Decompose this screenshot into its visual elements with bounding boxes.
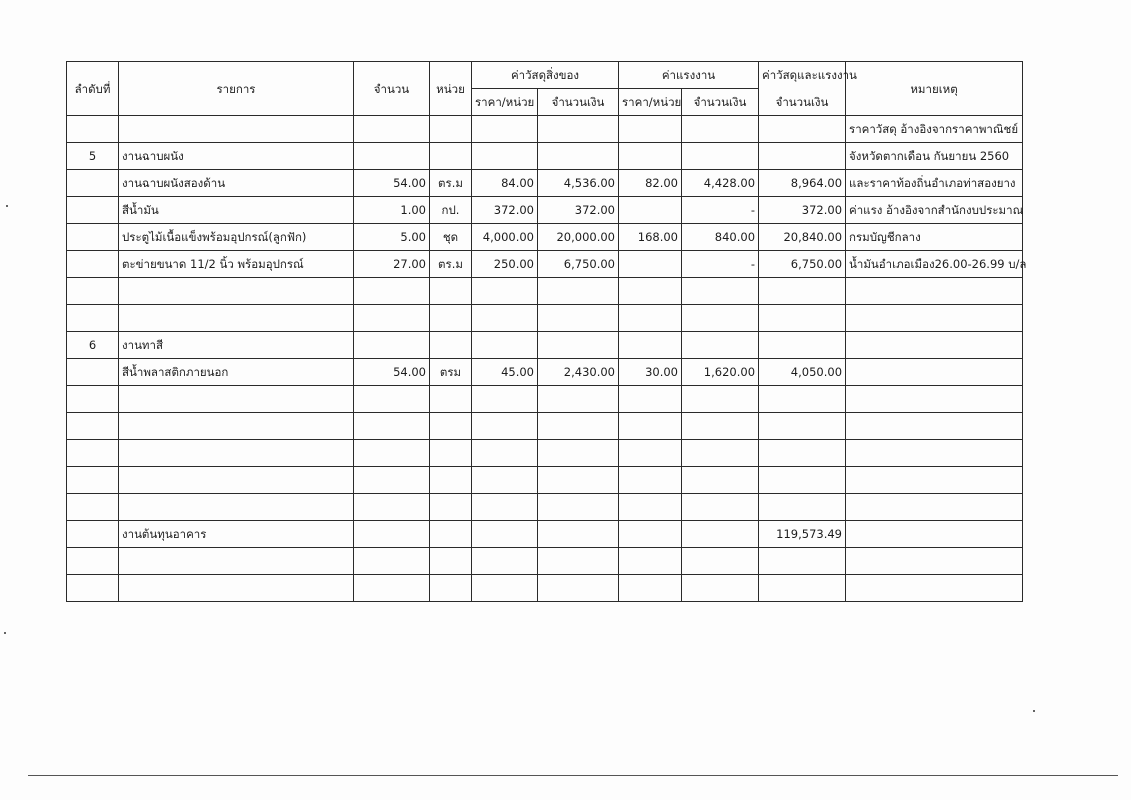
cell-labor-amount: 4,428.00 xyxy=(682,170,759,197)
cell-unit xyxy=(430,305,472,332)
table-row xyxy=(67,197,1023,224)
cell-item xyxy=(119,575,354,602)
cell-material-price xyxy=(472,278,538,305)
cell-labor-price xyxy=(619,413,682,440)
cell-labor-amount xyxy=(682,143,759,170)
table-row xyxy=(67,143,1023,170)
cell-labor-amount xyxy=(682,305,759,332)
cell-labor-price: 82.00 xyxy=(619,170,682,197)
cell-item xyxy=(119,548,354,575)
cell-qty xyxy=(354,386,430,413)
cell-material-amount xyxy=(538,143,619,170)
cell-total-amount: 8,964.00 xyxy=(759,170,846,197)
cell-labor-amount xyxy=(682,494,759,521)
cell-total-amount xyxy=(759,386,846,413)
cell-material-price xyxy=(472,143,538,170)
cell-total-amount xyxy=(759,116,846,143)
cell-no xyxy=(67,170,119,197)
cell-total-amount: 20,840.00 xyxy=(759,224,846,251)
cell-remark: กรมบัญชีกลาง xyxy=(846,224,1023,251)
cell-material-amount xyxy=(538,494,619,521)
cell-unit xyxy=(430,116,472,143)
cell-item: งานทาสี xyxy=(119,332,354,359)
cell-labor-price xyxy=(619,116,682,143)
cell-qty xyxy=(354,116,430,143)
table-row xyxy=(67,413,1023,440)
cell-unit xyxy=(430,278,472,305)
cell-labor-price xyxy=(619,521,682,548)
cell-labor-amount xyxy=(682,386,759,413)
header-no: ลำดับที่ xyxy=(67,62,119,116)
cell-labor-amount xyxy=(682,548,759,575)
cell-item xyxy=(119,386,354,413)
cell-unit xyxy=(430,440,472,467)
cell-item xyxy=(119,278,354,305)
cell-unit: ชุด xyxy=(430,224,472,251)
cell-labor-price xyxy=(619,278,682,305)
cell-material-amount xyxy=(538,575,619,602)
cell-material-price xyxy=(472,521,538,548)
cell-labor-price: 30.00 xyxy=(619,359,682,386)
cell-labor-amount: 840.00 xyxy=(682,224,759,251)
cell-material-price xyxy=(472,116,538,143)
cell-labor-amount xyxy=(682,413,759,440)
cell-remark xyxy=(846,278,1023,305)
cell-labor-price xyxy=(619,332,682,359)
cell-qty: 5.00 xyxy=(354,224,430,251)
cell-material-amount xyxy=(538,386,619,413)
table-row xyxy=(67,251,1023,278)
cell-material-amount: 2,430.00 xyxy=(538,359,619,386)
cell-labor-amount xyxy=(682,116,759,143)
cell-item xyxy=(119,467,354,494)
cell-total-amount xyxy=(759,278,846,305)
cell-remark xyxy=(846,521,1023,548)
cell-remark: ราคาวัสดุ อ้างอิงจากราคาพาณิชย์ xyxy=(846,116,1023,143)
cell-no xyxy=(67,413,119,440)
cell-material-price xyxy=(472,386,538,413)
cell-no xyxy=(67,440,119,467)
cell-labor-price: 168.00 xyxy=(619,224,682,251)
header-material-group: ค่าวัสดุสิ่งของ xyxy=(472,62,619,89)
table-body xyxy=(67,116,1027,602)
cell-no xyxy=(67,116,119,143)
cell-remark xyxy=(846,440,1023,467)
cell-no xyxy=(67,251,119,278)
cell-item: ประตูไม้เนื้อแข็งพร้อมอุปกรณ์(ลูกฟัก) xyxy=(119,224,354,251)
cell-material-price: 4,000.00 xyxy=(472,224,538,251)
cell-total-amount: 6,750.00 xyxy=(759,251,846,278)
cell-item: งานฉาบผนัง xyxy=(119,143,354,170)
cell-item: งานต้นทุนอาคาร xyxy=(119,521,354,548)
cell-total-amount xyxy=(759,575,846,602)
header-item: รายการ xyxy=(119,62,354,116)
scan-speck xyxy=(4,632,6,634)
cell-item: สีน้ำพลาสติกภายนอก xyxy=(119,359,354,386)
cell-unit: กป. xyxy=(430,197,472,224)
cell-remark xyxy=(846,359,1023,386)
cell-material-price: 45.00 xyxy=(472,359,538,386)
cell-unit xyxy=(430,494,472,521)
cell-qty xyxy=(354,494,430,521)
cell-labor-amount xyxy=(682,575,759,602)
cell-labor-amount: 1,620.00 xyxy=(682,359,759,386)
header-qty: จำนวน xyxy=(354,62,430,116)
cell-total-amount xyxy=(759,143,846,170)
cell-unit: ตร.ม xyxy=(430,251,472,278)
header-material-amount: จำนวนเงิน xyxy=(538,89,619,116)
cell-total-amount: 4,050.00 xyxy=(759,359,846,386)
table-row xyxy=(67,278,1023,305)
cell-qty xyxy=(354,575,430,602)
table-row xyxy=(67,116,1023,143)
cell-material-price xyxy=(472,332,538,359)
cell-remark xyxy=(846,386,1023,413)
cell-item: งานฉาบผนังสองด้าน xyxy=(119,170,354,197)
cell-no: 6 xyxy=(67,332,119,359)
cell-material-amount xyxy=(538,440,619,467)
cell-remark xyxy=(846,467,1023,494)
header-material-price: ราคา/หน่วย xyxy=(472,89,538,116)
table-row xyxy=(67,575,1023,602)
table-header xyxy=(67,62,1023,116)
cell-labor-price xyxy=(619,143,682,170)
cell-labor-price xyxy=(619,467,682,494)
scan-speck xyxy=(1033,710,1035,712)
cell-remark: และราคาท้องถิ่นอำเภอท่าสองยาง xyxy=(846,170,1023,197)
cell-unit xyxy=(430,467,472,494)
cell-material-price xyxy=(472,467,538,494)
cell-qty xyxy=(354,305,430,332)
cell-item: ตะข่ายขนาด 11/2 นิ้ว พร้อมอุปกรณ์ xyxy=(119,251,354,278)
scan-speck xyxy=(6,205,8,207)
header-total-amount: จำนวนเงิน xyxy=(759,89,846,116)
cell-no xyxy=(67,359,119,386)
cell-no xyxy=(67,386,119,413)
cell-labor-amount: - xyxy=(682,251,759,278)
cell-labor-amount xyxy=(682,467,759,494)
cell-labor-price xyxy=(619,305,682,332)
cell-unit xyxy=(430,386,472,413)
cell-material-amount xyxy=(538,278,619,305)
table-row xyxy=(67,305,1023,332)
cell-labor-price xyxy=(619,197,682,224)
header-labor-price: ราคา/หน่วย xyxy=(619,89,682,116)
cell-no xyxy=(67,575,119,602)
cell-qty: 54.00 xyxy=(354,359,430,386)
cell-unit: ตรม xyxy=(430,359,472,386)
cell-material-price: 250.00 xyxy=(472,251,538,278)
cell-material-amount xyxy=(538,413,619,440)
cell-unit xyxy=(430,143,472,170)
cell-no xyxy=(67,467,119,494)
cell-unit xyxy=(430,575,472,602)
cell-total-amount xyxy=(759,548,846,575)
cell-remark xyxy=(846,548,1023,575)
cell-labor-price xyxy=(619,575,682,602)
cell-item xyxy=(119,413,354,440)
header-total-group: ค่าวัสดุและแรงงาน xyxy=(759,62,846,89)
cell-labor-amount: - xyxy=(682,197,759,224)
cell-qty: 1.00 xyxy=(354,197,430,224)
cell-total-amount xyxy=(759,494,846,521)
cell-material-amount: 6,750.00 xyxy=(538,251,619,278)
cell-item xyxy=(119,305,354,332)
table-row xyxy=(67,521,1023,548)
cell-material-price xyxy=(472,575,538,602)
cell-unit xyxy=(430,521,472,548)
cell-remark xyxy=(846,305,1023,332)
cell-remark: จังหวัดตากเดือน กันยายน 2560 xyxy=(846,143,1023,170)
cell-no: 5 xyxy=(67,143,119,170)
cell-item xyxy=(119,440,354,467)
cell-remark xyxy=(846,494,1023,521)
cell-labor-amount xyxy=(682,440,759,467)
cell-labor-price xyxy=(619,386,682,413)
table-row xyxy=(67,170,1023,197)
cell-labor-price xyxy=(619,440,682,467)
cell-unit xyxy=(430,413,472,440)
table-row xyxy=(67,494,1023,521)
cell-unit: ตร.ม xyxy=(430,170,472,197)
cell-no xyxy=(67,494,119,521)
cell-qty xyxy=(354,143,430,170)
cell-material-amount xyxy=(538,521,619,548)
table-row xyxy=(67,440,1023,467)
header-unit: หน่วย xyxy=(430,62,472,116)
cell-no xyxy=(67,548,119,575)
cell-labor-amount xyxy=(682,278,759,305)
table-row xyxy=(67,359,1023,386)
cell-labor-price xyxy=(619,251,682,278)
cell-labor-price xyxy=(619,494,682,521)
table-row xyxy=(67,332,1023,359)
cell-material-price xyxy=(472,413,538,440)
cell-item xyxy=(119,494,354,521)
cell-total-amount: 372.00 xyxy=(759,197,846,224)
cell-total-amount xyxy=(759,413,846,440)
cell-material-amount: 372.00 xyxy=(538,197,619,224)
cell-material-price: 84.00 xyxy=(472,170,538,197)
cell-remark xyxy=(846,575,1023,602)
cell-qty xyxy=(354,413,430,440)
cell-material-amount xyxy=(538,332,619,359)
cell-total-amount xyxy=(759,305,846,332)
cell-qty xyxy=(354,467,430,494)
table-row xyxy=(67,548,1023,575)
cell-remark: น้ำมันอำเภอเมือง26.00-26.99 บ/ล xyxy=(846,251,1023,278)
cell-total-amount: 119,573.49 xyxy=(759,521,846,548)
table-row xyxy=(67,386,1023,413)
cell-qty xyxy=(354,548,430,575)
cell-material-amount: 20,000.00 xyxy=(538,224,619,251)
cell-qty: 27.00 xyxy=(354,251,430,278)
cell-remark: ค่าแรง อ้างอิงจากสำนักงบประมาณ xyxy=(846,197,1023,224)
cell-material-price xyxy=(472,548,538,575)
cell-material-price xyxy=(472,305,538,332)
cell-unit xyxy=(430,548,472,575)
cell-no xyxy=(67,224,119,251)
cell-remark xyxy=(846,332,1023,359)
cell-material-amount xyxy=(538,467,619,494)
cell-labor-amount xyxy=(682,332,759,359)
cell-labor-amount xyxy=(682,521,759,548)
cell-no xyxy=(67,278,119,305)
cell-material-amount xyxy=(538,548,619,575)
cell-qty xyxy=(354,278,430,305)
cell-total-amount xyxy=(759,440,846,467)
header-labor-group: ค่าแรงงาน xyxy=(619,62,759,89)
cell-unit xyxy=(430,332,472,359)
cell-qty xyxy=(354,521,430,548)
cell-no xyxy=(67,197,119,224)
page-bottom-rule xyxy=(28,775,1118,776)
cell-material-amount xyxy=(538,116,619,143)
cell-total-amount xyxy=(759,467,846,494)
cell-labor-price xyxy=(619,548,682,575)
cell-material-price xyxy=(472,440,538,467)
cell-material-price: 372.00 xyxy=(472,197,538,224)
cell-material-price xyxy=(472,494,538,521)
cell-no xyxy=(67,521,119,548)
header-labor-amount: จำนวนเงิน xyxy=(682,89,759,116)
table-row xyxy=(67,224,1023,251)
cell-item: สีน้ำมัน xyxy=(119,197,354,224)
cell-qty: 54.00 xyxy=(354,170,430,197)
cell-material-amount xyxy=(538,305,619,332)
cell-item xyxy=(119,116,354,143)
cell-material-amount: 4,536.00 xyxy=(538,170,619,197)
header-remark: หมายเหตุ xyxy=(846,62,1023,116)
cell-qty xyxy=(354,332,430,359)
cell-total-amount xyxy=(759,332,846,359)
cell-qty xyxy=(354,440,430,467)
table-row xyxy=(67,467,1023,494)
cell-remark xyxy=(846,413,1023,440)
cost-estimate-table xyxy=(66,61,1027,602)
cell-no xyxy=(67,305,119,332)
